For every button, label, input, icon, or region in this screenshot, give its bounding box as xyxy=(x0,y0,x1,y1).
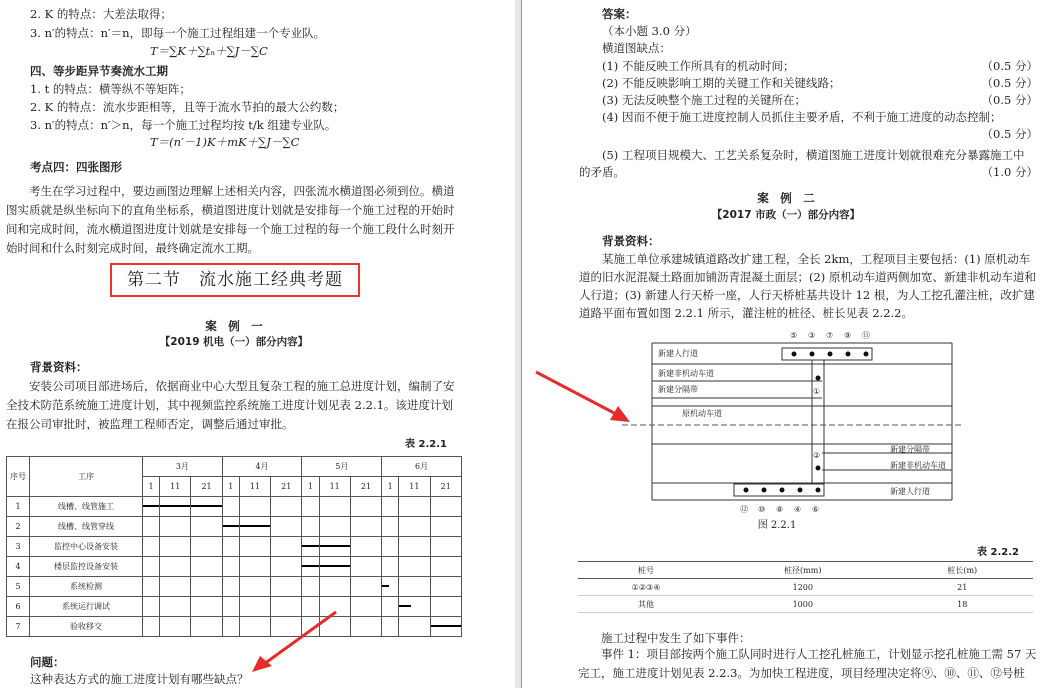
schedule-cell xyxy=(143,517,160,537)
pile-number: ⑩ xyxy=(758,505,766,514)
table2-cell: 其他 xyxy=(578,596,714,613)
schedule-cell xyxy=(271,537,302,557)
schedule-cell xyxy=(350,617,381,637)
table2-caption: 表 2.2.2 xyxy=(977,547,1019,558)
pile-number: ⑧ xyxy=(776,505,784,514)
table2-cell: 1000 xyxy=(714,596,891,613)
schedule-cell xyxy=(191,617,222,637)
schedule-cell xyxy=(222,577,239,597)
schedule-cell xyxy=(239,497,270,517)
event-1: 事件 1：项目部按两个施工队同时进行人工挖孔桩施工，计划显示挖孔桩施工需 57 天完工，施工进度计划见表 2.2.3。为加快工程进度，项目经理决定将⑨、⑩、⑪、⑫号桩 xyxy=(578,647,1037,680)
table2-cell: 1200 xyxy=(714,579,891,596)
schedule-cell xyxy=(271,497,302,517)
schedule-cell xyxy=(382,577,399,597)
formula: T＝(n′－1)K＋mK＋∑J－∑C xyxy=(150,135,300,149)
schedule-bar xyxy=(143,505,159,507)
pile-number: ⑨ xyxy=(844,331,852,340)
schedule-cell xyxy=(350,557,381,577)
header-day: 11 xyxy=(399,477,430,497)
text-line: 1. t 的特点：横等纵不等矩阵； xyxy=(30,82,191,96)
text-line: 2. K 的特点：大差法取得； xyxy=(30,7,172,21)
schedule-cell xyxy=(160,557,191,577)
header-month: 6月 xyxy=(382,457,462,477)
case1-title: 案 例 一 xyxy=(205,319,263,333)
section-title: 第二节 流水施工经典考题 xyxy=(110,263,360,297)
schedule-bar xyxy=(382,585,388,587)
schedule-cell xyxy=(319,497,350,517)
table-row xyxy=(578,596,1033,613)
table-row xyxy=(7,557,462,577)
schedule-cell xyxy=(302,517,319,537)
figure-caption: 图 2.2.1 xyxy=(757,520,797,531)
schedule-cell xyxy=(302,557,319,577)
header-month: 5月 xyxy=(302,457,382,477)
schedule-cell xyxy=(222,617,239,637)
schedule-cell xyxy=(382,517,399,537)
schedule-cell xyxy=(430,557,461,577)
row-seq: 1 xyxy=(7,497,30,517)
schedule-cell xyxy=(350,537,381,557)
answer-score: （0.5 分） xyxy=(981,127,1038,141)
schedule-cell xyxy=(430,597,461,617)
schedule-cell xyxy=(430,617,461,637)
schedule-cell xyxy=(319,517,350,537)
schedule-cell xyxy=(319,557,350,577)
text-line: 3. n′的特点：n′＝n，即每一个施工过程组建一个专业队。 xyxy=(30,26,326,40)
schedule-cell xyxy=(160,597,191,617)
row-process: 验收移交 xyxy=(30,617,143,637)
schedule-bar xyxy=(160,505,190,507)
schedule-cell xyxy=(382,557,399,577)
row-seq: 2 xyxy=(7,517,30,537)
schedule-cell xyxy=(302,577,319,597)
pile-number: ⑪ xyxy=(862,331,870,340)
schedule-cell xyxy=(191,557,222,577)
row-process: 线槽、线管施工 xyxy=(30,497,143,517)
schedule-cell xyxy=(160,617,191,637)
pile-number: ⑤ xyxy=(790,331,798,340)
schedule-cell xyxy=(350,517,381,537)
header-day: 11 xyxy=(160,477,191,497)
background-paragraph: 某施工单位承建城镇道路改扩建工程，全长 2km，工程项目主要包括：(1) 原机动车道的旧水泥混凝土路面加铺沥青混凝土面层；(2) 原机动车道两侧加宽、新建非机动车道和人行道；(3) 新建人行天桥一座，人行天桥桩基共设计 12 根，为人工挖孔灌注桩，改扩建道路平面布置如图 2.2.1 所示，灌注桩的桩径、桩长见表 2.2.2。 xyxy=(579,252,1036,320)
schedule-cell xyxy=(239,517,270,537)
answer-note: （本小题 3.0 分） xyxy=(602,24,697,38)
schedule-bar xyxy=(320,545,350,547)
schedule-cell xyxy=(160,537,191,557)
schedule-cell xyxy=(399,497,430,517)
header-day: 21 xyxy=(350,477,381,497)
schedule-cell xyxy=(191,497,222,517)
schedule-cell xyxy=(350,577,381,597)
schedule-cell xyxy=(222,497,239,517)
header-day: 11 xyxy=(239,477,270,497)
row-seq: 4 xyxy=(7,557,30,577)
schedule-cell xyxy=(399,597,430,617)
row-seq: 7 xyxy=(7,617,30,637)
schedule-cell xyxy=(191,577,222,597)
row-process: 系统检测 xyxy=(30,577,143,597)
row-process: 楼层监控设备安装 xyxy=(30,557,143,577)
schedule-bar xyxy=(431,625,461,627)
answer-score: （0.5 分） xyxy=(981,59,1038,73)
row-seq: 3 xyxy=(7,537,30,557)
schedule-bar xyxy=(223,525,239,527)
header-day: 11 xyxy=(319,477,350,497)
row-process: 线槽、线管穿线 xyxy=(30,517,143,537)
pile-number: ③ xyxy=(808,331,816,340)
schedule-cell xyxy=(222,597,239,617)
pile-number: ⑫ xyxy=(740,505,748,514)
schedule-cell xyxy=(239,557,270,577)
schedule-cell xyxy=(399,537,430,557)
schedule-cell xyxy=(143,597,160,617)
table-row xyxy=(7,577,462,597)
road-label: 新建非机动车道 xyxy=(658,369,714,378)
answer-item: (1) 不能反映工作所具有的机动时间； xyxy=(602,59,795,73)
schedule-cell xyxy=(191,537,222,557)
header-seq: 序号 xyxy=(7,457,30,497)
answer-score: （0.5 分） xyxy=(981,76,1038,90)
road-label: 新建人行道 xyxy=(658,349,698,358)
answer-5-score: （1.0 分） xyxy=(981,165,1038,179)
red-arrow xyxy=(532,368,632,426)
row-seq: 5 xyxy=(7,577,30,597)
schedule-bar xyxy=(399,605,411,607)
text-line: 2. K 的特点：流水步距相等，且等于流水节拍的最大公约数； xyxy=(30,100,345,114)
pile-table xyxy=(578,561,1033,613)
row-seq: 6 xyxy=(7,597,30,617)
pile-number: ① xyxy=(813,387,821,396)
road-label: 新建分隔带 xyxy=(658,385,698,394)
answer-item: (3) 无法反映整个施工过程的关键所在； xyxy=(602,93,806,107)
schedule-cell xyxy=(191,597,222,617)
pile-number: ⑦ xyxy=(826,331,834,340)
case2-title: 案 例 二 xyxy=(757,191,815,205)
schedule-cell xyxy=(222,537,239,557)
schedule-cell xyxy=(399,517,430,537)
answer-sub: 横道图缺点： xyxy=(602,41,671,55)
road-plan-figure xyxy=(622,328,962,516)
schedule-bar xyxy=(302,565,318,567)
events-label: 施工过程中发生了如下事件： xyxy=(601,631,751,645)
table-row xyxy=(7,517,462,537)
schedule-bar xyxy=(320,565,350,567)
schedule-cell xyxy=(143,617,160,637)
road-label: 新建人行道 xyxy=(890,487,930,496)
schedule-bar xyxy=(240,525,270,527)
schedule-cell xyxy=(191,517,222,537)
pile-number: ⑥ xyxy=(812,505,820,514)
answer-score: （0.5 分） xyxy=(981,93,1038,107)
table2-header: 桩径(mm) xyxy=(714,562,891,579)
background-label: 背景资料： xyxy=(602,234,660,248)
answer-item: (2) 不能反映影响工期的关键工作和关键线路； xyxy=(602,76,841,90)
table2-header: 桩长(m) xyxy=(892,562,1033,579)
schedule-cell xyxy=(399,577,430,597)
schedule-cell xyxy=(430,497,461,517)
schedule-cell xyxy=(430,537,461,557)
heading: 四、等步距异节奏流水工期 xyxy=(30,64,168,78)
table2-cell: 21 xyxy=(892,579,1033,596)
table-caption: 表 2.2.1 xyxy=(405,439,447,450)
answer-label: 答案： xyxy=(602,7,637,21)
pile-number: ② xyxy=(813,451,821,460)
schedule-cell xyxy=(382,617,399,637)
schedule-cell xyxy=(271,577,302,597)
header-day: 21 xyxy=(430,477,461,497)
schedule-cell xyxy=(399,557,430,577)
red-arrow xyxy=(250,608,340,674)
schedule-cell xyxy=(160,497,191,517)
table-row xyxy=(7,597,462,617)
background-label: 背景资料： xyxy=(30,360,88,374)
answer-item: (4) 因而不便于施工进度控制人员抓住主要矛盾，不利于施工进度的动态控制； xyxy=(602,110,1002,124)
schedule-cell xyxy=(271,557,302,577)
schedule-cell xyxy=(350,597,381,617)
schedule-cell xyxy=(271,517,302,537)
pile-number: ④ xyxy=(794,505,802,514)
schedule-cell xyxy=(350,497,381,517)
schedule-cell xyxy=(382,497,399,517)
header-day: 21 xyxy=(271,477,302,497)
background-paragraph: 安装公司项目部进场后，依据商业中心大型且复杂工程的施工总进度计划，编制了安全技术防范系统施工进度计划，其中视频监控系统施工进度计划见表 2.2.1。该进度计划在报公司审批时，被监理工程师否定，调整后通过审批。 xyxy=(6,379,455,431)
header-process: 工序 xyxy=(30,457,143,497)
schedule-cell xyxy=(143,537,160,557)
row-process: 监控中心设备安装 xyxy=(30,537,143,557)
schedule-cell xyxy=(143,497,160,517)
table2-header: 桩号 xyxy=(578,562,714,579)
schedule-bar xyxy=(191,505,221,507)
kaodian-paragraph: 考生在学习过程中，要边画图边理解上述相关内容，四张流水横道图必须到位。横道图实质就是纵坐标向下的直角坐标系，横道图进度计划就是安排每一个施工过程的开始时间和完成时间，流水横道图进度计划就是安排每一个施工过程的每一个施工段什么时刻开始时间和什么时刻完成时间，最终确定流水工期。 xyxy=(6,184,455,255)
table-row xyxy=(7,497,462,517)
road-label: 原机动车道 xyxy=(682,409,722,418)
case1-subtitle: 【2019 机电（一）部分内容】 xyxy=(159,336,309,348)
table2-cell: ①②③④ xyxy=(578,579,714,596)
schedule-cell xyxy=(382,537,399,557)
schedule-cell xyxy=(382,597,399,617)
text-line: 3. n′的特点：n′＞n，每一个施工过程均按 t/k 组建专业队。 xyxy=(30,118,337,132)
schedule-bar xyxy=(302,545,318,547)
schedule-cell xyxy=(399,617,430,637)
schedule-cell xyxy=(239,577,270,597)
answer-5-cont: 的矛盾。 xyxy=(579,165,625,179)
schedule-cell xyxy=(143,557,160,577)
case2-subtitle: 【2017 市政（一）部分内容】 xyxy=(711,209,861,221)
schedule-cell xyxy=(160,517,191,537)
header-month: 4月 xyxy=(222,457,302,477)
schedule-cell xyxy=(302,537,319,557)
schedule-cell xyxy=(319,577,350,597)
schedule-cell xyxy=(430,517,461,537)
table-row xyxy=(7,617,462,637)
header-day: 1 xyxy=(382,477,399,497)
schedule-cell xyxy=(222,517,239,537)
table-row xyxy=(578,579,1033,596)
left-page xyxy=(0,0,515,688)
answer-5: (5) 工程项目规模大、工艺关系复杂时，横道图施工进度计划就很难充分暴露施工中 xyxy=(602,148,1025,162)
header-day: 21 xyxy=(191,477,222,497)
question-text: 这种表达方式的施工进度计划有哪些缺点？ xyxy=(30,672,249,686)
question-label: 问题： xyxy=(30,655,65,669)
schedule-cell xyxy=(160,577,191,597)
header-day: 1 xyxy=(222,477,239,497)
header-day: 1 xyxy=(143,477,160,497)
schedule-cell xyxy=(319,537,350,557)
road-label: 新建非机动车道 xyxy=(890,461,946,470)
schedule-cell xyxy=(239,537,270,557)
header-month: 3月 xyxy=(143,457,223,477)
row-process: 系统运行调试 xyxy=(30,597,143,617)
header-day: 1 xyxy=(302,477,319,497)
table-row xyxy=(7,537,462,557)
kaodian-heading: 考点四：四张图形 xyxy=(30,160,122,174)
schedule-cell xyxy=(143,577,160,597)
schedule-cell xyxy=(430,577,461,597)
table2-cell: 18 xyxy=(892,596,1033,613)
schedule-table xyxy=(6,456,462,637)
road-label: 新建分隔带 xyxy=(890,445,930,454)
schedule-cell xyxy=(302,497,319,517)
schedule-cell xyxy=(222,557,239,577)
formula: T＝∑K＋∑tₙ＋∑J－∑C xyxy=(150,44,268,58)
